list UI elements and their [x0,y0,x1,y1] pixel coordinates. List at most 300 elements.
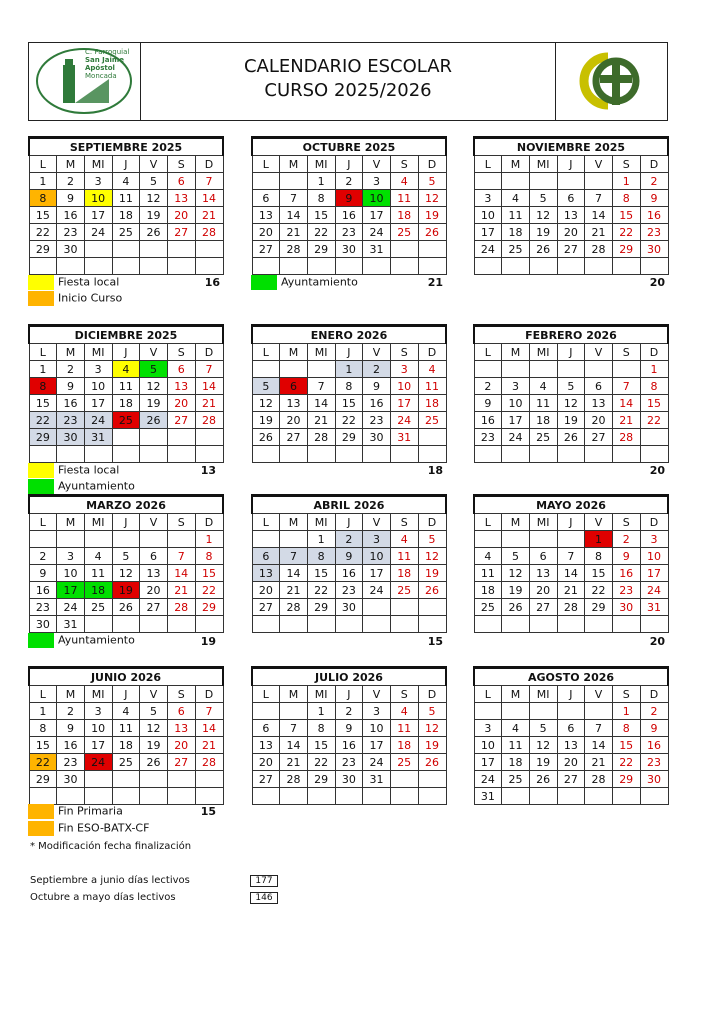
empty-cell [307,361,335,378]
empty-cell [502,788,530,805]
legend-ayuntamiento [28,479,135,494]
legend-label: Fin ESO-BATX-CF [58,821,150,835]
month-title: FEBRERO 2026 [474,326,668,344]
day-cell: 27 [280,429,308,446]
day-cell: 7 [195,703,223,720]
month-calendar [251,666,447,805]
empty-cell [640,788,668,805]
day-cell: 14 [195,378,223,395]
day-cell: 28 [585,771,613,788]
day-cell: 30 [640,241,668,258]
day-cell: 2 [335,173,363,190]
empty-cell [140,788,168,805]
empty-cell [474,361,502,378]
day-cell: 28 [280,241,308,258]
summary-row [30,875,290,886]
empty-cell [557,788,585,805]
day-cell: 21 [557,582,585,599]
day-cell: 11 [390,720,418,737]
day-cell: 29 [307,771,335,788]
empty-cell [252,703,280,720]
empty-cell [585,446,613,463]
month-title: DICIEMBRE 2025 [29,326,223,344]
empty-cell [140,771,168,788]
weekday-header: J [557,686,585,703]
empty-cell [57,788,85,805]
day-cell: 1 [307,173,335,190]
day-cell: 26 [140,224,168,241]
empty-cell [29,446,57,463]
empty-cell [167,771,195,788]
day-cell: 23 [57,754,85,771]
day-cell: 29 [29,241,57,258]
calendar-table [251,324,447,463]
calendar-table [473,666,669,805]
day-cell: 21 [307,412,335,429]
day-cell: 29 [335,429,363,446]
weekday-header: L [474,686,502,703]
day-cell: 16 [335,565,363,582]
day-cell: 9 [335,548,363,565]
day-cell: 4 [112,361,140,378]
days-count: 15 [427,635,443,648]
empty-cell [335,258,363,275]
day-cell: 5 [140,361,168,378]
day-cell: 6 [167,361,195,378]
day-cell: 25 [390,754,418,771]
weekday-header: MI [84,156,112,173]
day-cell: 7 [280,190,308,207]
day-cell: 12 [140,378,168,395]
empty-cell [252,446,280,463]
days-count: 20 [649,635,665,648]
day-cell: 27 [557,241,585,258]
day-cell: 18 [390,737,418,754]
day-cell: 29 [195,599,223,616]
day-cell: 3 [363,531,391,548]
weekday-header: M [280,156,308,173]
day-cell: 21 [280,224,308,241]
day-cell: 14 [612,395,640,412]
empty-cell [112,616,140,633]
day-cell: 12 [502,565,530,582]
day-cell: 18 [112,395,140,412]
day-cell: 18 [390,207,418,224]
empty-cell [529,531,557,548]
empty-cell [529,361,557,378]
days-count: 20 [649,276,665,289]
month-title: MAYO 2026 [474,496,668,514]
weekday-header: V [363,514,391,531]
day-cell: 24 [640,582,668,599]
day-cell: 29 [585,599,613,616]
empty-cell [84,258,112,275]
empty-cell [280,788,308,805]
empty-cell [195,446,223,463]
day-cell: 1 [307,703,335,720]
day-cell: 6 [252,548,280,565]
empty-cell [612,258,640,275]
day-cell: 6 [167,173,195,190]
day-cell: 2 [29,548,57,565]
legend-ayuntamiento [28,633,135,648]
day-cell: 8 [29,190,57,207]
day-cell: 7 [307,378,335,395]
day-cell: 19 [557,412,585,429]
day-cell: 8 [307,720,335,737]
day-cell: 9 [335,190,363,207]
month-calendar [473,666,669,805]
day-cell: 7 [585,190,613,207]
day-cell: 15 [29,737,57,754]
empty-cell [140,241,168,258]
day-cell: 24 [502,429,530,446]
empty-cell [280,616,308,633]
day-cell: 17 [474,754,502,771]
weekday-header: M [502,344,530,361]
weekday-header: D [195,686,223,703]
empty-cell [502,446,530,463]
weekday-header: V [140,686,168,703]
day-cell: 22 [612,754,640,771]
day-cell: 28 [307,429,335,446]
day-cell: 2 [474,378,502,395]
day-cell: 18 [112,737,140,754]
summary-row [30,892,290,903]
day-cell: 9 [57,720,85,737]
weekday-header: V [585,686,613,703]
weekday-header: S [390,514,418,531]
day-cell: 30 [640,771,668,788]
empty-cell [167,258,195,275]
day-cell: 2 [57,361,85,378]
day-cell: 24 [84,224,112,241]
day-cell: 22 [29,412,57,429]
day-cell: 15 [640,395,668,412]
empty-cell [195,241,223,258]
day-cell: 31 [640,599,668,616]
empty-cell [557,616,585,633]
school-name-line: Apóstol [85,64,115,72]
day-cell: 3 [84,703,112,720]
weekday-header: D [640,156,668,173]
weekday-header: MI [84,686,112,703]
day-cell: 3 [84,173,112,190]
day-cell: 1 [29,361,57,378]
day-cell: 22 [29,754,57,771]
title-line-1: CALENDARIO ESCOLAR [243,56,453,77]
empty-cell [529,258,557,275]
day-cell: 20 [529,582,557,599]
empty-cell [612,788,640,805]
day-cell: 5 [502,548,530,565]
day-cell: 16 [363,395,391,412]
day-cell: 31 [84,429,112,446]
day-cell: 6 [140,548,168,565]
legend-label: Ayuntamiento [58,479,135,493]
summary-label: Octubre a mayo días lectivos [30,892,176,903]
empty-cell [585,361,613,378]
day-cell: 18 [418,395,446,412]
day-cell: 2 [335,531,363,548]
weekday-header: V [363,686,391,703]
day-cell: 28 [195,412,223,429]
legend-label: Fin Primaria [58,804,123,818]
empty-cell [557,446,585,463]
day-cell: 20 [280,412,308,429]
day-cell: 11 [529,395,557,412]
empty-cell [112,241,140,258]
day-cell: 5 [418,531,446,548]
day-cell: 25 [390,582,418,599]
day-cell: 25 [502,771,530,788]
day-cell: 22 [612,224,640,241]
legend-swatch [28,479,54,494]
weekday-header: S [167,686,195,703]
empty-cell [474,616,502,633]
month-title: MARZO 2026 [29,496,223,514]
day-cell: 25 [474,599,502,616]
empty-cell [252,788,280,805]
day-cell: 5 [418,703,446,720]
day-cell: 2 [612,531,640,548]
day-cell: 18 [84,582,112,599]
day-cell: 1 [29,703,57,720]
weekday-header: V [585,514,613,531]
day-cell: 27 [167,224,195,241]
day-cell: 15 [29,395,57,412]
month-calendar [251,136,447,275]
day-cell: 14 [585,207,613,224]
day-cell: 3 [390,361,418,378]
day-cell: 12 [418,720,446,737]
day-cell: 17 [640,565,668,582]
day-cell: 17 [84,737,112,754]
day-cell: 14 [280,737,308,754]
day-cell: 28 [585,241,613,258]
empty-cell [640,258,668,275]
weekday-header: S [167,344,195,361]
day-cell: 7 [167,548,195,565]
legend-label: Ayuntamiento [281,275,358,289]
weekday-header: S [612,686,640,703]
weekday-header: D [640,686,668,703]
empty-cell [418,771,446,788]
day-cell: 3 [57,548,85,565]
empty-cell [390,788,418,805]
day-cell: 31 [474,788,502,805]
empty-cell [307,446,335,463]
weekday-header: MI [307,344,335,361]
calendar-table [28,324,224,463]
day-cell: 9 [57,190,85,207]
empty-cell [335,788,363,805]
day-cell: 31 [57,616,85,633]
empty-cell [557,361,585,378]
day-cell: 5 [418,173,446,190]
day-cell: 15 [307,737,335,754]
day-cell: 24 [474,241,502,258]
day-cell: 27 [252,599,280,616]
day-cell: 11 [112,720,140,737]
empty-cell [112,446,140,463]
day-cell: 18 [529,412,557,429]
day-cell: 20 [557,224,585,241]
day-cell: 30 [57,241,85,258]
school-name-line: San Jaime [85,56,124,64]
day-cell: 2 [640,703,668,720]
day-cell: 17 [502,412,530,429]
day-cell: 22 [29,224,57,241]
empty-cell [557,258,585,275]
empty-cell [140,531,168,548]
weekday-header: S [390,686,418,703]
day-cell: 21 [280,582,308,599]
empty-cell [57,531,85,548]
day-cell: 25 [418,412,446,429]
school-name-line: Moncada [85,72,117,80]
month-calendar [28,494,224,633]
empty-cell [529,173,557,190]
day-cell: 23 [335,582,363,599]
summary-value: 146 [250,892,278,904]
empty-cell [390,258,418,275]
day-cell: 28 [557,599,585,616]
day-cell: 5 [140,703,168,720]
day-cell: 30 [363,429,391,446]
empty-cell [640,616,668,633]
day-cell: 23 [29,599,57,616]
day-cell: 27 [585,429,613,446]
empty-cell [280,361,308,378]
day-cell: 1 [612,173,640,190]
legend-fin-primaria [28,804,123,819]
empty-cell [585,173,613,190]
weekday-header: S [167,156,195,173]
empty-cell [390,771,418,788]
empty-cell [418,599,446,616]
day-cell: 19 [112,582,140,599]
weekday-header: MI [84,514,112,531]
weekday-header: D [640,514,668,531]
day-cell: 8 [640,378,668,395]
weekday-header: M [57,686,85,703]
school-logo [29,43,141,120]
day-cell: 7 [557,548,585,565]
legend-label: Ayuntamiento [58,633,135,647]
weekday-header: V [140,344,168,361]
weekday-header: J [557,514,585,531]
weekday-header: M [502,514,530,531]
weekday-header: J [335,514,363,531]
day-cell: 2 [335,703,363,720]
empty-cell [363,258,391,275]
day-cell: 6 [557,720,585,737]
empty-cell [307,788,335,805]
day-cell: 25 [390,224,418,241]
day-cell: 11 [112,190,140,207]
day-cell: 20 [557,754,585,771]
day-cell: 3 [84,361,112,378]
calendar-table [473,494,669,633]
weekday-header: D [640,344,668,361]
day-cell: 22 [585,582,613,599]
day-cell: 24 [363,224,391,241]
day-cell: 17 [390,395,418,412]
weekday-header: MI [529,344,557,361]
day-cell: 24 [390,412,418,429]
day-cell: 5 [529,720,557,737]
summary-label: Septiembre a junio días lectivos [30,875,190,886]
day-cell: 29 [612,771,640,788]
day-cell: 13 [252,737,280,754]
empty-cell [529,446,557,463]
day-cell: 3 [474,190,502,207]
day-cell: 28 [280,771,308,788]
empty-cell [280,703,308,720]
empty-cell [363,788,391,805]
day-cell: 4 [84,548,112,565]
legend-ayuntamiento [251,275,358,290]
weekday-header: J [335,344,363,361]
empty-cell [474,173,502,190]
day-cell: 27 [529,599,557,616]
empty-cell [280,531,308,548]
day-cell: 11 [418,378,446,395]
weekday-header: V [140,156,168,173]
day-cell: 15 [195,565,223,582]
day-cell: 13 [167,720,195,737]
empty-cell [363,599,391,616]
empty-cell [112,788,140,805]
month-calendar [28,136,224,275]
day-cell: 24 [363,754,391,771]
day-cell: 21 [280,754,308,771]
day-cell: 8 [585,548,613,565]
day-cell: 21 [585,224,613,241]
day-cell: 13 [252,565,280,582]
empty-cell [252,531,280,548]
day-cell: 14 [280,565,308,582]
day-cell: 23 [57,224,85,241]
legend-fin-eso [28,821,149,836]
empty-cell [29,788,57,805]
day-cell: 16 [335,737,363,754]
day-cell: 28 [195,224,223,241]
weekday-header: MI [307,156,335,173]
empty-cell [252,361,280,378]
calendar-table [28,136,224,275]
empty-cell [529,703,557,720]
weekday-header: J [112,514,140,531]
weekday-header: D [195,514,223,531]
day-cell: 19 [418,565,446,582]
day-cell: 14 [557,565,585,582]
day-cell: 17 [84,395,112,412]
day-cell: 26 [140,412,168,429]
month-calendar [28,666,224,805]
day-cell: 13 [140,565,168,582]
day-cell: 20 [167,737,195,754]
month-title: OCTUBRE 2025 [252,138,446,156]
day-cell: 7 [280,720,308,737]
day-cell: 11 [84,565,112,582]
day-cell: 4 [390,703,418,720]
empty-cell [418,446,446,463]
day-cell: 20 [252,582,280,599]
weekday-header: L [474,344,502,361]
day-cell: 8 [307,548,335,565]
